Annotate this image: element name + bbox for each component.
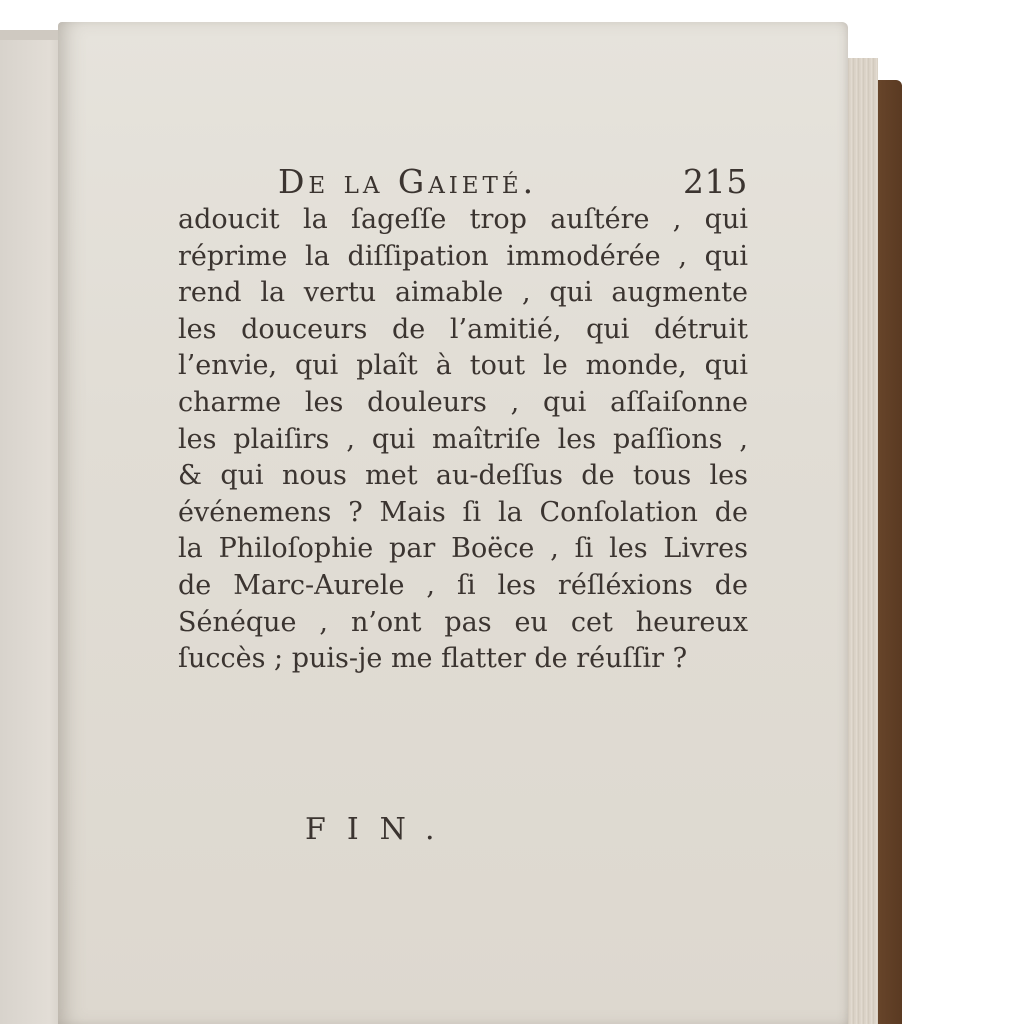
end-mark: FIN. [305,812,456,847]
page-text [178,162,748,678]
text-line: charme les douleurs , qui aſſaiſonne [178,386,748,418]
text-line: les plaiſirs , qui maîtriſe les paſſions , [178,423,748,455]
page-number: 215 [683,162,748,201]
text-line: de Marc-Aurele , ſi les réſléxions de [178,569,748,601]
text-line: événemens ? Mais ſi la Conſolation de [178,496,748,528]
text-line: ſuccès ; puis-je me flatter de réuſſir ? [178,643,688,675]
text-line: Sénéque , n’ont pas eu cet heureux [178,606,748,638]
text-line: la Philoſophie par Boëce , ſi les Livres [178,533,748,565]
text-line: rend la vertu aimable , qui augmente [178,277,748,309]
text-line: les douceurs de l’amitié, qui détruit [178,313,748,345]
book-page [58,22,848,1024]
text-line: adoucit la ſageſſe trop auſtére , qui [178,204,748,235]
running-head-title: De la Gaieté. [278,162,538,201]
text-line: l’envie, qui plaît à tout le monde, qui [178,350,748,382]
running-head [178,162,748,202]
text-line: & qui nous met au-deſſus de tous les [178,460,748,492]
text-line: réprime la diſſipation immodérée , qui [178,240,748,272]
